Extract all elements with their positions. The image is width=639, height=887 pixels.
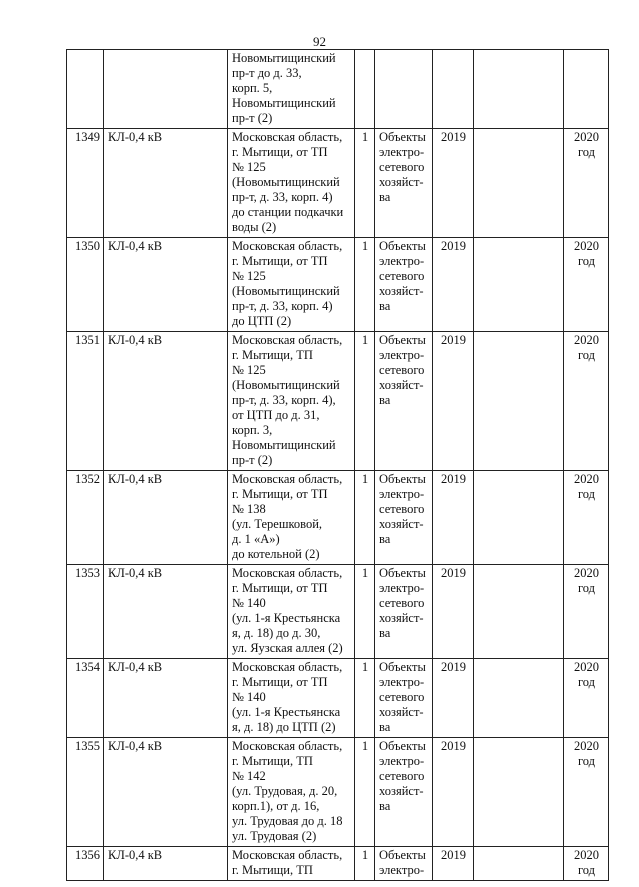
cell-text-line: г. Мытищи, ТП — [232, 754, 313, 768]
cell-text-line: год — [577, 863, 596, 877]
table-row — [67, 659, 609, 738]
cell-number: 1352 — [67, 471, 104, 565]
cell-due — [564, 50, 609, 129]
cell-text-line: сетевого — [379, 160, 425, 174]
cell-text-line: пр-т, д. 33, корп. 4) — [232, 190, 333, 204]
cell-text-line: 2020 — [574, 739, 599, 753]
cell-text-line: Объекты — [379, 660, 426, 674]
cell-text-line: хозяйст- — [379, 517, 424, 531]
cell-text-line: Московская область, — [232, 239, 343, 253]
table-row — [67, 738, 609, 847]
cell-text-line: (ул. 1-я Крестьянска — [232, 611, 341, 625]
cell-year: 2019 — [433, 471, 474, 565]
cell-number: 1350 — [67, 238, 104, 332]
cell-text-line: Объекты — [379, 739, 426, 753]
cell-due — [564, 847, 609, 881]
cell-text-line: хозяйст- — [379, 784, 424, 798]
cell-text-line: год — [577, 145, 596, 159]
cell-name: КЛ-0,4 кВ — [104, 738, 228, 847]
cell-text-line: ул. Трудовая до д. 18 — [232, 814, 343, 828]
cell-text-line: Объекты — [379, 472, 426, 486]
cell-text-line: хозяйст- — [379, 175, 424, 189]
cell-text-line: электро- — [379, 863, 425, 877]
cell-text-line: ва — [379, 299, 391, 313]
table-row — [67, 565, 609, 659]
cell-text-line: г. Мытищи, от ТП — [232, 145, 328, 159]
cell-name: КЛ-0,4 кВ — [104, 565, 228, 659]
cell-number: 1354 — [67, 659, 104, 738]
cell-year: 2019 — [433, 659, 474, 738]
cell-text-line: Новомытищинский — [232, 51, 336, 65]
cell-text-line: Объекты — [379, 333, 426, 347]
cell-text-line: корп.1), от д. 16, — [232, 799, 320, 813]
cell-text-line: пр-т (2) — [232, 453, 273, 467]
cell-quantity: 1 — [355, 565, 375, 659]
cell-address — [228, 738, 355, 847]
cell-text-line: 2020 — [574, 566, 599, 580]
cell-empty — [474, 471, 564, 565]
cell-text-line: № 140 — [232, 690, 266, 704]
cell-text-line: электро- — [379, 487, 425, 501]
cell-text-line: г. Мытищи, от ТП — [232, 675, 328, 689]
cell-year: 2019 — [433, 129, 474, 238]
cell-text-line: хозяйст- — [379, 611, 424, 625]
cell-name: КЛ-0,4 кВ — [104, 659, 228, 738]
cell-text-line: электро- — [379, 675, 425, 689]
cell-text-line: ва — [379, 799, 391, 813]
cell-text-line: пр-т до д. 33, — [232, 66, 302, 80]
cell-year: 2019 — [433, 847, 474, 881]
cell-text-line: (ул. 1-я Крестьянска — [232, 705, 341, 719]
cell-text-line: 2020 — [574, 130, 599, 144]
cell-text-line: ва — [379, 626, 391, 640]
cell-text-line: год — [577, 754, 596, 768]
cell-text-line: Московская область, — [232, 739, 343, 753]
cell-due — [564, 238, 609, 332]
cell-text-line: д. 1 «А») — [232, 532, 280, 546]
cell-text-line: (ул. Терешковой, — [232, 517, 323, 531]
cell-category — [375, 129, 433, 238]
cell-empty — [474, 129, 564, 238]
cell-text-line: ва — [379, 393, 391, 407]
cell-text-line: хозяйст- — [379, 284, 424, 298]
register-table-body — [67, 50, 609, 881]
cell-text-line: № 140 — [232, 596, 266, 610]
cell-due — [564, 565, 609, 659]
cell-year — [433, 50, 474, 129]
register-table — [66, 49, 609, 881]
cell-text-line: сетевого — [379, 690, 425, 704]
cell-quantity: 1 — [355, 738, 375, 847]
cell-text-line: электро- — [379, 348, 425, 362]
cell-text-line: 2020 — [574, 239, 599, 253]
cell-empty — [474, 50, 564, 129]
cell-text-line: Объекты — [379, 130, 426, 144]
cell-text-line: ва — [379, 190, 391, 204]
cell-text-line: до котельной (2) — [232, 547, 320, 561]
cell-text-line: г. Мытищи, от ТП — [232, 581, 328, 595]
cell-category — [375, 238, 433, 332]
cell-quantity: 1 — [355, 847, 375, 881]
cell-text-line: пр-т, д. 33, корп. 4), — [232, 393, 336, 407]
cell-text-line: сетевого — [379, 596, 425, 610]
cell-text-line: № 125 — [232, 160, 266, 174]
cell-name: КЛ-0,4 кВ — [104, 847, 228, 881]
cell-text-line: до станции подкачки — [232, 205, 344, 219]
cell-text-line: Московская область, — [232, 333, 343, 347]
cell-text-line: Новомытищинский — [232, 96, 336, 110]
cell-text-line: Московская область, — [232, 566, 343, 580]
cell-text-line: пр-т (2) — [232, 111, 273, 125]
cell-quantity — [355, 50, 375, 129]
cell-due — [564, 659, 609, 738]
cell-text-line: пр-т, д. 33, корп. 4) — [232, 299, 333, 313]
table-row — [67, 471, 609, 565]
cell-number — [67, 50, 104, 129]
cell-due — [564, 332, 609, 471]
cell-category — [375, 659, 433, 738]
page-number: 92 — [313, 34, 326, 49]
cell-text-line: год — [577, 581, 596, 595]
table-row-continuation — [67, 50, 609, 129]
cell-text-line: год — [577, 675, 596, 689]
cell-address — [228, 332, 355, 471]
cell-category — [375, 738, 433, 847]
cell-year: 2019 — [433, 565, 474, 659]
cell-text-line: электро- — [379, 581, 425, 595]
cell-category — [375, 50, 433, 129]
cell-address — [228, 847, 355, 881]
cell-name: КЛ-0,4 кВ — [104, 129, 228, 238]
cell-text-line: корп. 3, — [232, 423, 273, 437]
cell-text-line: г. Мытищи, ТП — [232, 348, 313, 362]
cell-year: 2019 — [433, 738, 474, 847]
cell-text-line: корп. 5, — [232, 81, 273, 95]
cell-address — [228, 50, 355, 129]
cell-year: 2019 — [433, 238, 474, 332]
cell-text-line: Новомытищинский — [232, 438, 336, 452]
cell-address — [228, 129, 355, 238]
cell-address — [228, 471, 355, 565]
cell-address — [228, 659, 355, 738]
cell-number: 1355 — [67, 738, 104, 847]
cell-text-line: (Новомытищинский — [232, 284, 340, 298]
cell-quantity: 1 — [355, 332, 375, 471]
cell-text-line: 2020 — [574, 660, 599, 674]
cell-text-line: от ЦТП до д. 31, — [232, 408, 320, 422]
cell-text-line: Московская область, — [232, 848, 343, 862]
cell-name: КЛ-0,4 кВ — [104, 332, 228, 471]
cell-text-line: электро- — [379, 145, 425, 159]
cell-text-line: хозяйст- — [379, 378, 424, 392]
cell-category — [375, 332, 433, 471]
cell-quantity: 1 — [355, 659, 375, 738]
cell-text-line: № 125 — [232, 363, 266, 377]
cell-text-line: Объекты — [379, 566, 426, 580]
cell-text-line: (Новомытищинский — [232, 175, 340, 189]
cell-address — [228, 238, 355, 332]
cell-empty — [474, 332, 564, 471]
cell-text-line: 2020 — [574, 848, 599, 862]
cell-category — [375, 471, 433, 565]
table-row — [67, 129, 609, 238]
cell-text-line: г. Мытищи, ТП — [232, 863, 313, 877]
cell-name: КЛ-0,4 кВ — [104, 238, 228, 332]
cell-text-line: ул. Трудовая (2) — [232, 829, 317, 843]
cell-number: 1351 — [67, 332, 104, 471]
table-row — [67, 847, 609, 881]
cell-text-line: (ул. Трудовая, д. 20, — [232, 784, 338, 798]
cell-text-line: Объекты — [379, 239, 426, 253]
cell-text-line: до ЦТП (2) — [232, 314, 292, 328]
cell-text-line: воды (2) — [232, 220, 277, 234]
cell-text-line: Московская область, — [232, 472, 343, 486]
cell-year: 2019 — [433, 332, 474, 471]
cell-text-line: ул. Яузская аллея (2) — [232, 641, 343, 655]
cell-text-line: сетевого — [379, 769, 425, 783]
cell-name — [104, 50, 228, 129]
table-row — [67, 332, 609, 471]
cell-text-line: г. Мытищи, от ТП — [232, 487, 328, 501]
cell-due — [564, 738, 609, 847]
table-row — [67, 238, 609, 332]
cell-text-line: год — [577, 348, 596, 362]
cell-text-line: Московская область, — [232, 660, 343, 674]
cell-empty — [474, 238, 564, 332]
cell-empty — [474, 659, 564, 738]
cell-text-line: год — [577, 254, 596, 268]
cell-text-line: хозяйст- — [379, 705, 424, 719]
cell-text-line: сетевого — [379, 502, 425, 516]
cell-text-line: № 138 — [232, 502, 266, 516]
cell-text-line: сетевого — [379, 363, 425, 377]
cell-text-line: электро- — [379, 254, 425, 268]
cell-text-line: № 125 — [232, 269, 266, 283]
cell-quantity: 1 — [355, 238, 375, 332]
cell-quantity: 1 — [355, 471, 375, 565]
cell-text-line: год — [577, 487, 596, 501]
cell-address — [228, 565, 355, 659]
cell-number: 1356 — [67, 847, 104, 881]
cell-empty — [474, 565, 564, 659]
cell-empty — [474, 738, 564, 847]
cell-text-line: электро- — [379, 754, 425, 768]
cell-number: 1349 — [67, 129, 104, 238]
cell-text-line: ва — [379, 532, 391, 546]
cell-category — [375, 847, 433, 881]
cell-text-line: № 142 — [232, 769, 266, 783]
cell-number: 1353 — [67, 565, 104, 659]
cell-due — [564, 471, 609, 565]
cell-text-line: сетевого — [379, 269, 425, 283]
cell-text-line: 2020 — [574, 333, 599, 347]
cell-text-line: я, д. 18) до ЦТП (2) — [232, 720, 336, 734]
cell-category — [375, 565, 433, 659]
cell-text-line: Московская область, — [232, 130, 343, 144]
cell-empty — [474, 847, 564, 881]
cell-text-line: я, д. 18) до д. 30, — [232, 626, 321, 640]
cell-name: КЛ-0,4 кВ — [104, 471, 228, 565]
cell-text-line: ва — [379, 720, 391, 734]
cell-text-line: Объекты — [379, 848, 426, 862]
cell-text-line: 2020 — [574, 472, 599, 486]
cell-text-line: г. Мытищи, от ТП — [232, 254, 328, 268]
cell-text-line: (Новомытищинский — [232, 378, 340, 392]
cell-due — [564, 129, 609, 238]
cell-quantity: 1 — [355, 129, 375, 238]
